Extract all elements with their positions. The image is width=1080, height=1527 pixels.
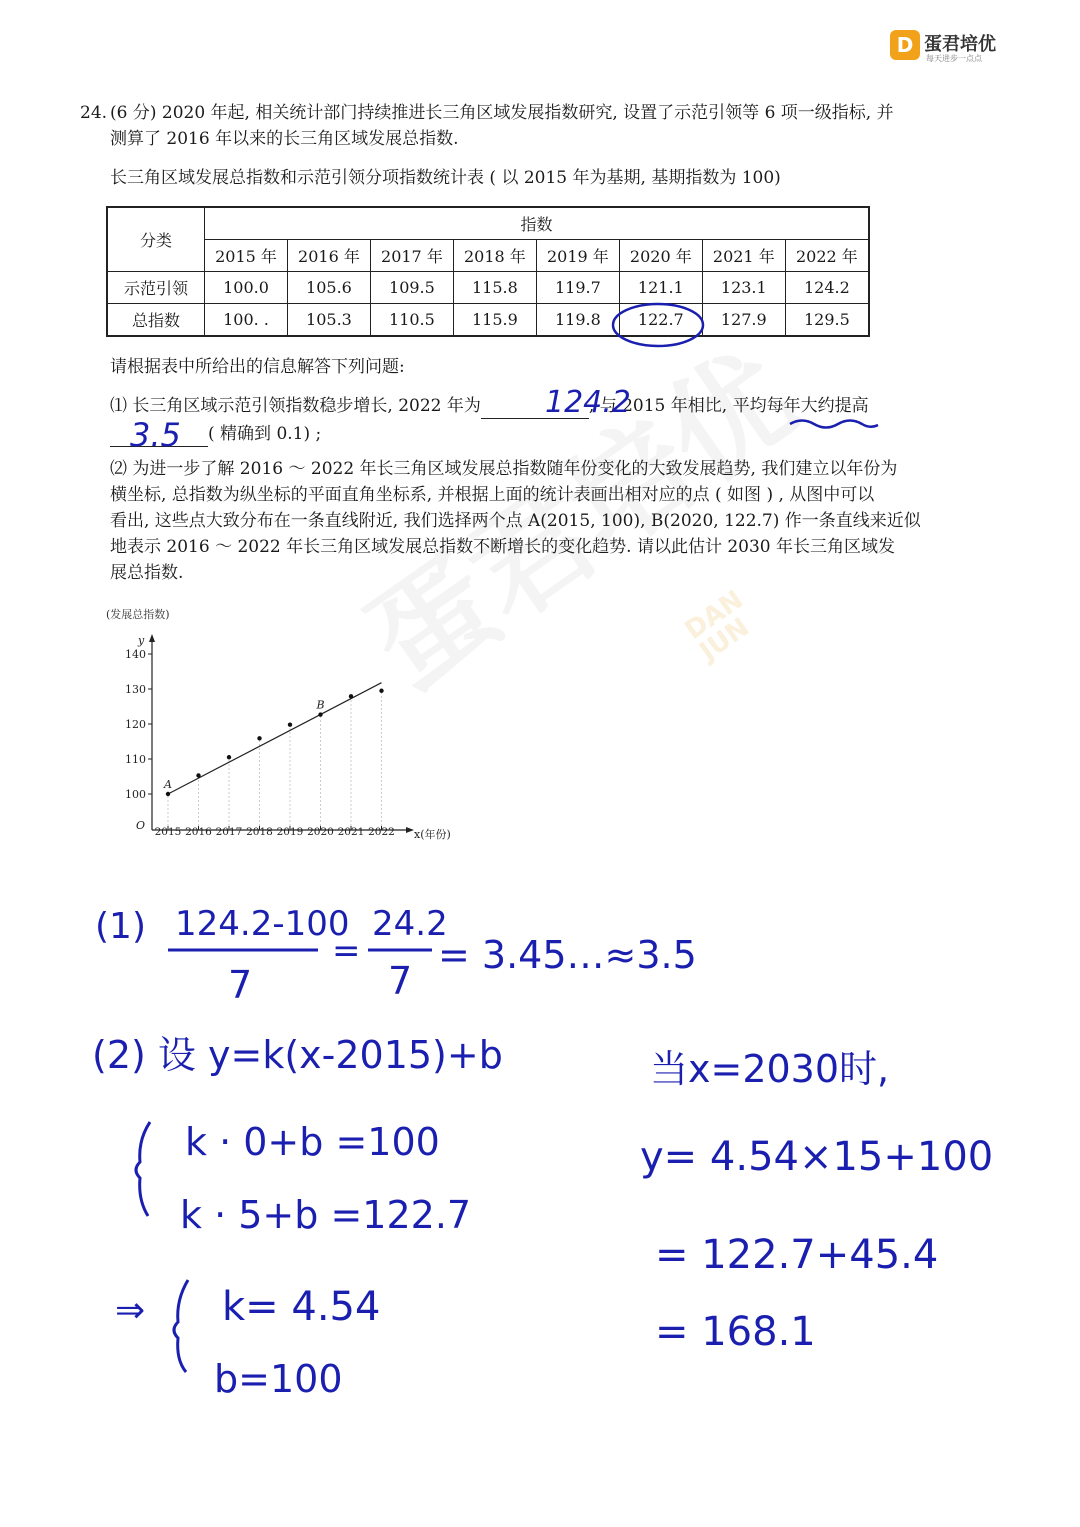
circle-annotation [613, 304, 703, 346]
table-cell: 119.8 [536, 304, 619, 337]
year-cell: 2017 年 [370, 240, 453, 272]
solution-1-label: (1) [95, 906, 146, 947]
point-label: B [316, 698, 325, 712]
x-tick-label: 2015 [154, 826, 182, 838]
table-cell: 122.7 [619, 304, 702, 337]
solution-1-numerator: 124.2-100 [175, 904, 350, 944]
solution-1-denominator: 7 [228, 963, 253, 1007]
table-cell: 115.8 [453, 272, 536, 304]
table-cell: 121.1 [619, 272, 702, 304]
row-label: 示范引领 [107, 272, 205, 304]
result-b: b=100 [214, 1357, 343, 1401]
logo-badge-icon: D [890, 30, 920, 60]
y-tick-label: 140 [125, 648, 146, 661]
y-tick-label: 110 [125, 753, 146, 766]
part1-text-b: , 与 2015 年相比, 平均每年大约提高 [588, 396, 869, 416]
year-cell: 2016 年 [287, 240, 370, 272]
estimate-line-1: y= 4.54×15+100 [640, 1134, 994, 1180]
table-cell: 127.9 [702, 304, 785, 337]
x-tick-label: 2016 [185, 826, 212, 838]
equation-1: k · 0+b =100 [185, 1120, 440, 1164]
part2-line: 展总指数. [110, 563, 184, 583]
table-cell: 124.2 [785, 272, 869, 304]
handwritten-answer-1: 124.2 [545, 385, 631, 420]
question-number: 24. [80, 103, 108, 123]
solution-1-numerator-2: 24.2 [372, 904, 448, 944]
table-cell: 105.6 [287, 272, 370, 304]
handwritten-answer-2: 3.5 [130, 416, 181, 454]
origin-label: O [136, 819, 146, 832]
table-cell: 100. . [205, 304, 288, 337]
table-cell: 129.5 [785, 304, 869, 337]
category-header: 分类 [107, 207, 205, 272]
wavy-underline [790, 421, 878, 428]
table-cell: 115.9 [453, 304, 536, 337]
x-tick-label: 2022 [368, 826, 395, 838]
table-cell: 100.0 [205, 272, 288, 304]
logo-slogan: 每天进步一点点 [926, 54, 982, 63]
part2-line: 地表示 2016 ～ 2022 年长三角区域发展总指数不断增长的变化趋势. 请以此估计 2030 年长三角区域发 [110, 537, 896, 557]
x-tick-label: 2017 [215, 826, 243, 838]
point-label: A [164, 778, 172, 791]
x-tick-label: 2021 [337, 826, 365, 838]
x-tick-label: 2019 [276, 826, 304, 838]
x-tick-label: 2020 [307, 826, 334, 838]
year-cell: 2015 年 [205, 240, 288, 272]
year-cell: 2018 年 [453, 240, 536, 272]
part2-line: 横坐标, 总指数为纵坐标的平面直角坐标系, 并根据上面的统计表画出相对应的点 ( 如图 ) , 从图中可以 [110, 485, 875, 505]
row-label: 总指数 [107, 304, 205, 337]
chart-title: (发展总指数) [106, 608, 170, 621]
part2-line: ⑵ 为进一步了解 2016 ～ 2022 年长三角区域发展总指数随年份变化的大致发展趋势, 我们建立以年份为 [110, 459, 898, 479]
equals-sign: = [332, 931, 361, 971]
table-caption: 长三角区域发展总指数和示范引领分项指数统计表 ( 以 2015 年为基期, 基期指数为 100) [110, 168, 781, 188]
estimate-line-2: = 122.7+45.4 [655, 1232, 939, 1278]
year-cell: 2021 年 [702, 240, 785, 272]
question-line-1: (6 分) 2020 年起, 相关统计部门持续推进长三角区域发展指数研究, 设置了示范引领等 6 项一级指标, 并 [110, 103, 894, 123]
y-tick-label: 120 [125, 718, 146, 731]
solution-1-denominator-2: 7 [388, 959, 413, 1003]
part1-text-c: ( 精确到 0.1) ; [208, 424, 322, 444]
part2-line: 看出, 这些点大致分布在一条直线附近, 我们选择两个点 A(2015, 100), B(2020, 122.7) 作一条直线来近似 [110, 511, 921, 531]
y-axis-label: y [138, 634, 145, 647]
year-cell: 2022 年 [785, 240, 869, 272]
watermark-en: DAN JUN [679, 584, 755, 668]
estimate-line-3: = 168.1 [655, 1309, 816, 1355]
table-cell: 119.7 [536, 272, 619, 304]
logo-name: 蛋君培优 [924, 34, 996, 55]
brace-icon-2 [174, 1280, 188, 1372]
question-line-2: 测算了 2016 年以来的长三角区域发展总指数. [110, 129, 459, 149]
y-tick-label: 100 [125, 788, 146, 801]
brace-icon [136, 1122, 150, 1216]
year-cell: 2020 年 [619, 240, 702, 272]
index-header: 指数 [205, 207, 870, 240]
x-tick-label: 2018 [246, 826, 273, 838]
solution-1-result: = 3.45…≈3.5 [438, 933, 697, 977]
table-cell: 109.5 [370, 272, 453, 304]
part1-text-a: ⑴ 长三角区域示范引领指数稳步增长, 2022 年为 [110, 396, 481, 416]
result-k: k= 4.54 [222, 1284, 381, 1330]
solution-2-label: (2) 设 y=k(x-2015)+b [92, 1033, 503, 1077]
year-cell: 2019 年 [536, 240, 619, 272]
intro-text: 请根据表中所给出的信息解答下列问题: [110, 357, 405, 377]
equation-2: k · 5+b =122.7 [180, 1193, 472, 1237]
table-cell: 105.3 [287, 304, 370, 337]
y-tick-label: 130 [125, 683, 146, 696]
x-axis-label: x(年份) [414, 828, 451, 841]
table-cell: 110.5 [370, 304, 453, 337]
when-x-2030: 当x=2030时, [650, 1047, 890, 1091]
table-cell: 123.1 [702, 272, 785, 304]
implies-arrow-icon: ⇒ [115, 1290, 146, 1331]
